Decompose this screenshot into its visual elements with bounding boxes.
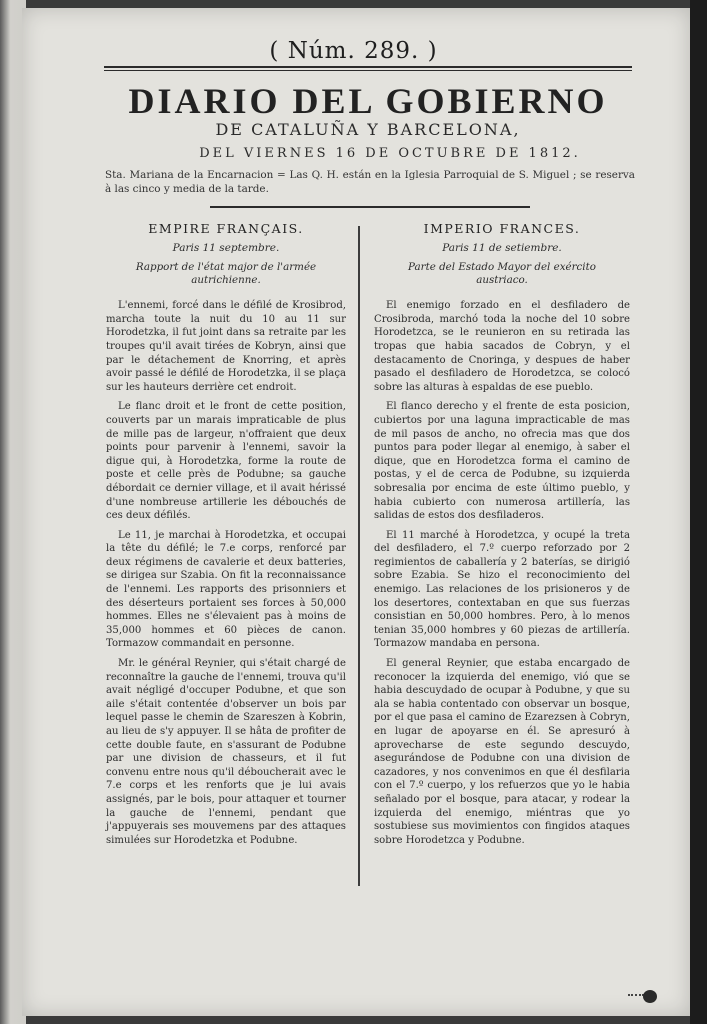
right-column bbox=[374, 218, 630, 853]
page-shadow-edge bbox=[690, 0, 707, 1024]
right-paragraph: El 11 marché à Horodetzca, y ocupé la treta del desfiladero, el 7.º cuerpo reforzado por 2 regimientos de caballería y 2 baterías, se dirigió sobre Ezabia. Se hizo el reconocimiento del enemigo. Las relaciones de los prisioneros y de los desertores, contextaban en que sus fuerzas consistian en 50,000 hombres. Pero, à lo menos tenian 35,000 hombres y 60 piezas de artillería. Tormazow mandaba en persona. bbox=[374, 529, 630, 650]
left-column-date: Paris 11 septembre. bbox=[172, 241, 280, 254]
right-paragraph: El enemigo forzado en el desfiladero de Crosibroda, marchó toda la noche del 10 sobre Horodetzca, se le reunieron en su retirada las tropas que habia sacados de Cobryn, y el destacamento de Cnoringa, y despues de haber pasado el desfiladero de Horodetzca, se colocó sobre las alturas à espaldas de ese pueblo. bbox=[374, 300, 630, 393]
top-rule-thin bbox=[104, 70, 632, 71]
masthead-subtitle: DE CATALUÑA Y BARCELONA, bbox=[215, 120, 521, 139]
header-separator bbox=[210, 206, 530, 208]
right-paragraph: El general Reynier, que estaba encargado de reconocer la izquierda del enemigo, vió que se habia descuydado de ocupar à Podubne, y que su ala se habia contentado con observar un bosque, por el que pasa el camino de Ezarezsen à Cobryn, en lugar de apoyarse en él. Se apresuró à aprovecharse de este segundo descuydo, asegurándose de Podubne con una division de cazadores, y nos convenimos en que él desfilaria con el 7.º cuerpo, y los refuerzos que yo le habia señalado por el bosque, para atacar, y rodear la izquierda del enemigo, miéntras que yo sostubiese sus movimientos con fingidos ataques sobre Horodetzca y Podubne. bbox=[374, 658, 630, 846]
left-paragraph: Le flanc droit et le front de cette position, couverts par un marais impraticable de plus de mille pas de largeur, n'offraient que deux points pour parvenir à l'ennemi, savoir la digue qui, à Horodetzka, forme la route de poste et celle près de Podubne; sa gauche débordait ce dernier village, et il avait hérissé d'une nombreuse artillerie les débouchés de ces deux défilés. bbox=[106, 401, 346, 522]
masthead-title: DIARIO DEL GOBIERNO bbox=[128, 81, 608, 121]
issue-number: ( Núm. 289. ) bbox=[269, 38, 438, 64]
left-column-subheading: Rapport de l'état major de l'armée autrichienne. bbox=[135, 261, 317, 287]
right-column-subheading: Parte del Estado Mayor del exército austriaco. bbox=[408, 261, 596, 287]
top-rule bbox=[104, 66, 632, 68]
right-column-date: Paris 11 de setiembre. bbox=[442, 241, 562, 254]
left-paragraph: Mr. le général Reynier, qui s'était chargé de reconnaître la gauche de l'ennemi, trouva qu'il avait négligé d'occuper Podubne, et que son aile s'était contentée d'observer un bois par lequel passe le chemin de Szareszen à Kobrin, au lieu de s'y appuyer. Il se hâta de profiter de cette double faute, en s'assurant de Podubne par une division de chasseurs, et il fut convenu entre nous qu'il déboucherait avec le 7.e corps et les renforts que je lui avais assignés, par le bois, pour attaquer et tourner la gauche de l'ennemi, pendant que j'appuyerais ses mouvemens par des attaques simulées sur Horodetzka et Podubne. bbox=[106, 658, 347, 846]
ink-blot bbox=[643, 990, 657, 1003]
column-divider bbox=[358, 226, 360, 886]
left-paragraph: Le 11, je marchai à Horodetzka, et occupai la tête du défilé; le 7.e corps, renforcé par deux régimens de cavalerie et deux batteries, se dirigea sur Szabia. On fit la reconnaissance de l'ennemi. Les rapports des prisonniers et des déserteurs portaient ses forces à 50,000 hommes. Elles ne s'élevaient pas à moins de 35,000 hommes et 60 pièces de canon. Tormazow commandait en personne. bbox=[106, 529, 346, 650]
dateline: DEL VIERNES 16 DE OCTUBRE DE 1812. bbox=[199, 146, 581, 161]
left-column-heading: EMPIRE FRANÇAIS. bbox=[148, 221, 304, 236]
left-paragraph: L'ennemi, forcé dans le défilé de Krosibrod, marcha toute la nuit du 10 au 11 sur Horodetzka, il fut joint dans sa retraite par les troupes qu'il avait tirées de Kobryn, ainsi que par le détachement de Knorring, et après avoir passé le défilé de Horodetzka, il se plaça sur les hauteurs derrière cet endroit. bbox=[106, 300, 346, 393]
left-column bbox=[106, 218, 346, 853]
right-paragraph: El flanco derecho y el frente de esta posicion, cubiertos por una laguna impracticable de mas de mil pasos de ancho, no ofrecia mas que dos puntos para poder llegar al enemigo, à saber el dique, que en Horodetzca forma el camino de postas, y el de cerca de Podubne, su izquierda sobresalia por encima de este último pueblo, y habia cubierto con numerosa artillería, las salidas de estos dos desfiladeros. bbox=[374, 401, 630, 522]
right-column-heading: IMPERIO FRANCES. bbox=[423, 221, 581, 236]
religious-notice: Sta. Mariana de la Encarnacion = Las Q. H. están en la Iglesia Parroquial de S. Miguel ; se reserva à las cinco y media de la tarde. bbox=[105, 169, 635, 195]
printers-dots bbox=[628, 994, 644, 999]
